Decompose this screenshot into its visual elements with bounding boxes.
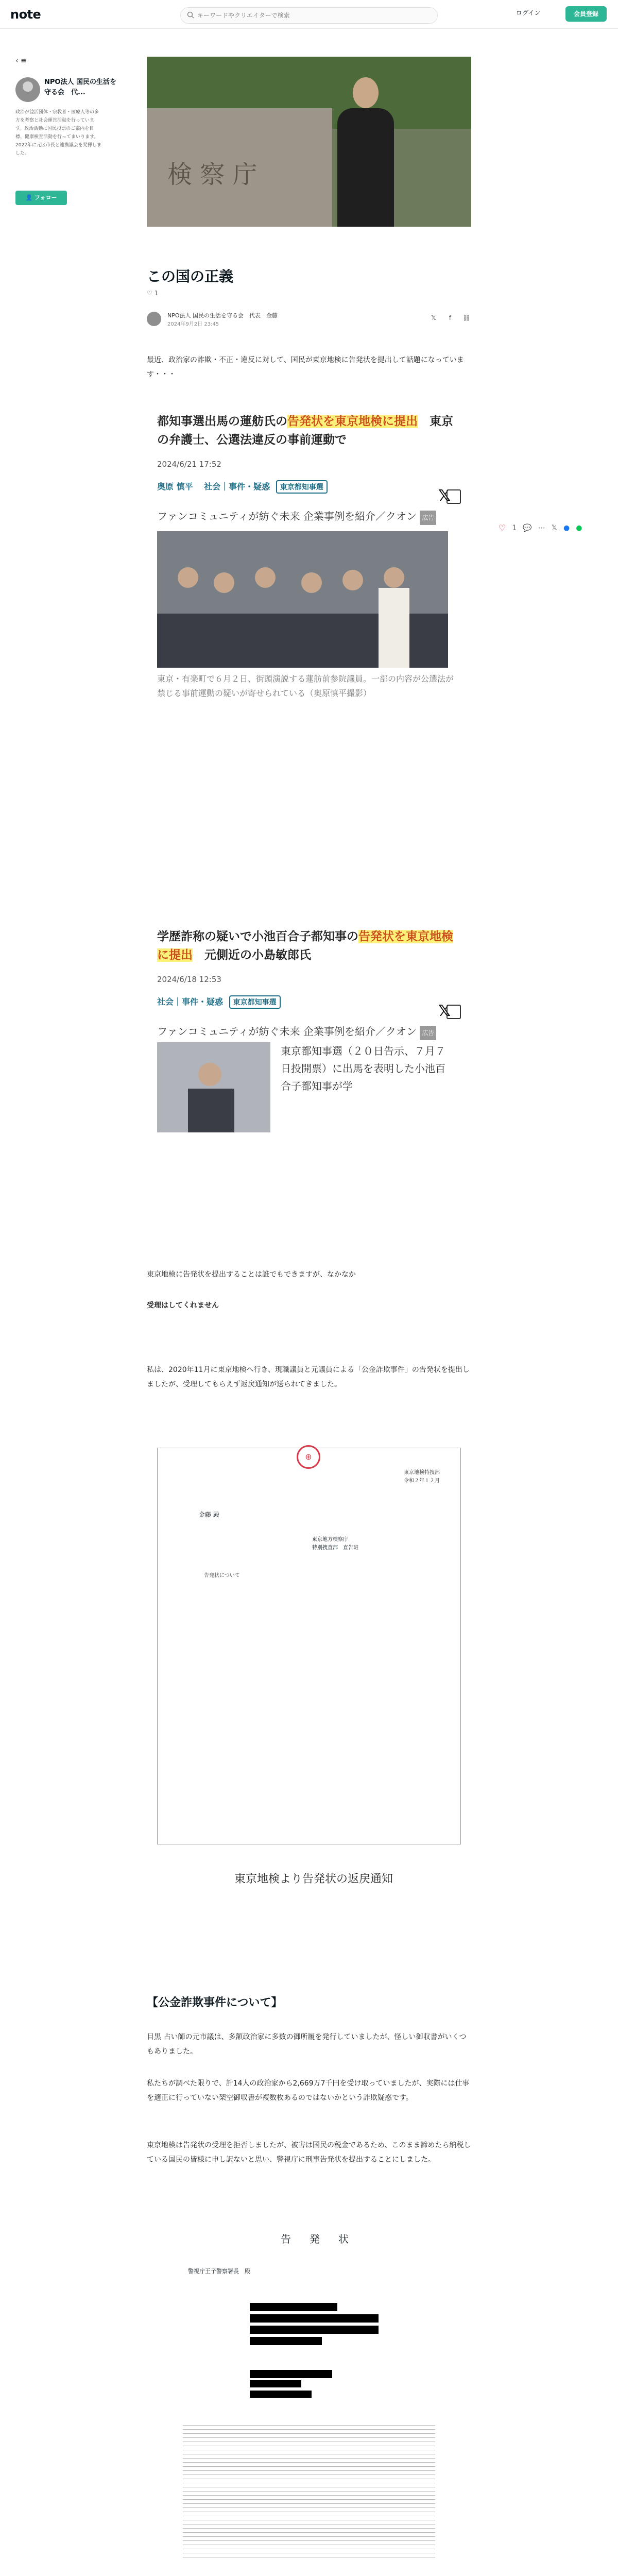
news-photo — [157, 531, 448, 668]
doc2-heading: 告 発 状 — [281, 2233, 353, 2245]
embed-categories — [157, 480, 461, 494]
author-avatar[interactable] — [147, 312, 161, 326]
follow-label: フォロー — [35, 194, 57, 201]
follow-button[interactable] — [15, 191, 67, 205]
ad-block[interactable] — [157, 509, 461, 525]
link-icon[interactable]: ⛓ — [462, 314, 471, 321]
post-date: 2024年9月2日 23:45 — [167, 321, 219, 327]
embed-cats[interactable]: 社会｜事件・疑惑 — [157, 997, 224, 1007]
x-icon[interactable]: 𝕏 — [438, 1002, 451, 1020]
doc-caption: 東京地検より告発状の返戻通知 — [234, 1873, 393, 1886]
news-snippet: 東京都知事選（２０日告示、７月７日投開票）に出馬を表明した小池百合子都知事が学 — [281, 1045, 445, 1092]
share-icon[interactable] — [447, 1005, 461, 1019]
share-icon[interactable] — [447, 489, 461, 504]
person-add-icon: 👤 — [25, 194, 33, 201]
ad-title[interactable]: ファンコミュニティが紡ぐ未来 企業事例を紹介／クオン — [157, 510, 417, 522]
more-icon[interactable]: ⋯ — [538, 523, 545, 532]
heart-icon[interactable]: ♡ — [147, 290, 152, 297]
login-link[interactable]: ログイン — [516, 9, 541, 16]
like-count: 1 — [154, 290, 159, 297]
complaint-scan — [178, 2221, 440, 2576]
heart-icon[interactable]: ♡ — [499, 523, 506, 533]
x-icon[interactable]: 𝕏 — [438, 487, 451, 505]
top-header — [0, 0, 618, 29]
embed-title[interactable]: 学歴詐称の疑いで小池百合子都知事の告発状を東京地検に提出 元側近の小島敏郎氏 — [157, 930, 453, 962]
share-icons — [429, 313, 471, 323]
facebook-icon[interactable]: f — [449, 314, 452, 321]
embed-title[interactable]: 都知事選出馬の蓮舫氏の告発状を東京地検に提出 東京の弁護士、公選法違反の事前運動で — [157, 415, 453, 447]
intro-paragraph: 最近、政治家の詐欺・不正・違反に対して、国民が東京地検に告発状を提出して話題になっています・・・ — [147, 356, 464, 379]
doc1-org: 東京地方検察庁 — [312, 1537, 348, 1543]
doc1-dept: 特別捜査部 直告班 — [312, 1545, 358, 1551]
register-button[interactable]: 会員登録 — [565, 6, 607, 22]
x-share-icon[interactable]: 𝕏 — [431, 314, 436, 321]
search-bar[interactable] — [180, 7, 438, 24]
embed-categories — [157, 995, 461, 1009]
line-icon[interactable]: ● — [576, 523, 582, 532]
section-heading: 【公金詐欺事件について】 — [147, 1996, 283, 2009]
ad-badge: 広告 — [420, 1026, 436, 1040]
photo-caption: 東京・有楽町で６月２日、街頭演説する蓮舫前参院議員。一部の内容が公選法が禁じる事前運動の疑いが寄せられている（奥原慎平撮影） — [157, 674, 454, 698]
author-name[interactable]: NPO法人 国民の生活を守る会 代表 金藤 — [167, 312, 278, 319]
comment-icon[interactable]: 💬 — [523, 523, 532, 532]
news-embed-1[interactable] — [157, 412, 461, 701]
embed-date: 2024/6/21 17:52 — [157, 460, 221, 469]
my-case-paragraph: 私は、2020年11月に東京地検へ行き、現職議員と元議員による「公金詐欺事件」の告発状を提出しましたが、受理してもらえず返戻通知が送られてきました。 — [147, 1366, 470, 1388]
embed-tag[interactable]: 東京都知事選 — [276, 480, 328, 494]
doc1-title: 告発状について — [204, 1573, 240, 1579]
article-title: この国の正義 — [147, 268, 234, 285]
returned-notice-scan: ⊕ 東京地検特捜部 令和２年１２月 金藤 殿 東京地方検察庁 特別捜査部 直告班 告発状について — [157, 1448, 461, 1844]
section-paragraph-2: 私たちが調べた限りで、計14人の政治家から2,669万7千円を受け取っていましたが、実際には仕事を適正に行っていない架空御収書が複数枚あるのではないかという詐欺疑惑です。 — [147, 2079, 470, 2102]
news-embed-2[interactable] — [157, 927, 461, 1135]
section-paragraph-1: 目黒 占い師の元市議は、多額政治家に多数の御所履を発行していましたが、怪しい御収書がいくつもありました。 — [147, 2033, 467, 2056]
note-logo[interactable]: note — [10, 7, 41, 22]
embed-cats[interactable]: 社会｜事件・疑惑 — [204, 482, 270, 492]
hero-image: 検 察 庁 — [147, 57, 471, 227]
like-count: 1 — [512, 523, 517, 532]
news-thumbnail — [157, 1042, 270, 1132]
bold-paragraph: 受理はしてくれません — [147, 1301, 219, 1310]
doc1-recipient: 金藤 殿 — [199, 1511, 219, 1518]
embed-author[interactable]: 奥原 慎平 — [157, 482, 193, 492]
creator-name[interactable]: NPO法人 国民の生活を守る会 代... — [44, 78, 116, 96]
ad-block[interactable] — [157, 1024, 461, 1040]
embed-date: 2024/6/18 12:53 — [157, 975, 221, 984]
article-main — [147, 57, 471, 2275]
x-share-icon[interactable]: 𝕏 — [551, 523, 557, 532]
ad-badge: 広告 — [420, 511, 436, 525]
doc2-to: 警視庁王子警察署長 殿 — [188, 2268, 250, 2275]
red-seal: ⊕ — [297, 1445, 320, 1469]
like-row — [147, 290, 158, 297]
floating-share-bar — [499, 523, 582, 533]
creator-avatar[interactable] — [15, 77, 40, 102]
author-row — [147, 309, 471, 330]
chevron-left-icon[interactable]: ‹ ≡ — [15, 57, 27, 65]
ad-title[interactable]: ファンコミュニティが紡ぐ未来 企業事例を紹介／クオン — [157, 1025, 417, 1038]
embed-tag[interactable]: 東京都知事選 — [229, 995, 281, 1009]
facebook-icon[interactable]: ● — [563, 523, 570, 532]
search-input[interactable] — [197, 8, 434, 23]
section-paragraph-3: 東京地検は告発状の受理を拒否しましたが、被害は国民の税金であるため、このまま諦めたら納税している国民の皆様に申し訳ないと思い、警視庁に刑事告発状を提出することにしました。 — [147, 2141, 471, 2164]
search-icon — [187, 11, 194, 19]
paragraph-after-embed: 東京地検に告発状を提出することは誰でもできますが、なかなか — [147, 1270, 356, 1279]
creator-bio: 政治が益活団体・宗教者・医療人等の多方を考察と社会運営活動を行っています。政治活動に国民投票のご案内を目標、健康検査活動を行ってまいります。2022年に元区市長と連携議会を発揮しました。 — [15, 110, 101, 156]
